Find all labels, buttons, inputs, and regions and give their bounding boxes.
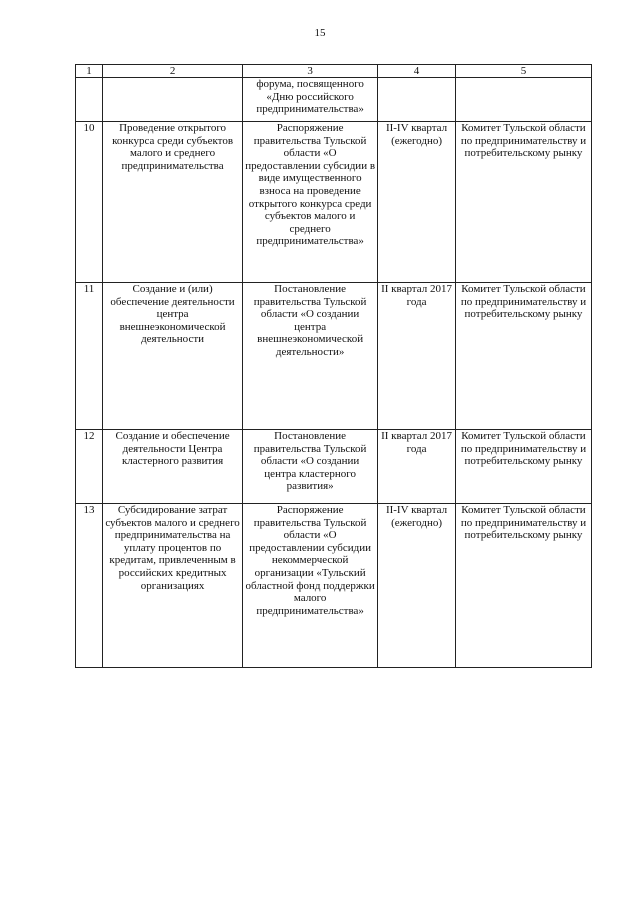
measure-cell: Создание и обеспечение деятельности Центра кластерного развития (102, 430, 242, 504)
executor-cell (455, 78, 591, 122)
measure-cell: Создание и (или) обеспечение деятельности центра внешнеэкономической деятельности (102, 283, 242, 430)
measure-cell: Проведение открытого конкурса среди субъектов малого и среднего предпринимательства (102, 122, 242, 283)
column-number-row (76, 65, 592, 78)
document-cell: Распоряжение правительства Тульской области «О предоставлении субсидии в виде имущественного взноса на проведение открытого конкурса среди субъектов малого и среднего предпринимательства» (243, 122, 378, 283)
document-cell: форума, посвященного «Дню российского предпринимательства» (243, 78, 378, 122)
term-cell (378, 78, 456, 122)
executor-cell: Комитет Тульской области по предпринимательству и потребительскому рынку (455, 504, 591, 668)
measure-cell (102, 78, 242, 122)
term-cell: II-IV квартал (ежегодно) (378, 504, 456, 668)
document-cell: Постановление правительства Тульской области «О создании центра кластерного развития» (243, 430, 378, 504)
table-row (76, 122, 592, 283)
executor-cell: Комитет Тульской области по предпринимательству и потребительскому рынку (455, 283, 591, 430)
table-row (76, 430, 592, 504)
plan-table (75, 64, 592, 668)
row-number: 10 (76, 122, 103, 283)
row-number (76, 78, 103, 122)
row-number: 12 (76, 430, 103, 504)
row-number: 13 (76, 504, 103, 668)
document-cell: Распоряжение правительства Тульской области «О предоставлении субсидии некоммерческой организации «Тульский областной фонд поддержки малого предпринимательства» (243, 504, 378, 668)
column-number-5: 5 (455, 65, 591, 78)
term-cell: II квартал 2017 года (378, 283, 456, 430)
row-number: 11 (76, 283, 103, 430)
term-cell: II квартал 2017 года (378, 430, 456, 504)
table-row (76, 504, 592, 668)
document-cell: Постановление правительства Тульской области «О создании центра внешнеэкономической деятельности» (243, 283, 378, 430)
column-number-2: 2 (102, 65, 242, 78)
column-number-3: 3 (243, 65, 378, 78)
table-row (76, 78, 592, 122)
term-cell: II-IV квартал (ежегодно) (378, 122, 456, 283)
table-row (76, 283, 592, 430)
executor-cell: Комитет Тульской области по предпринимательству и потребительскому рынку (455, 430, 591, 504)
executor-cell: Комитет Тульской области по предпринимательству и потребительскому рынку (455, 122, 591, 283)
page-number: 15 (314, 27, 326, 39)
measure-cell: Субсидирование затрат субъектов малого и среднего предпринимательства на уплату процентов по кредитам, привлеченным в российских кредитных организациях (102, 504, 242, 668)
column-number-1: 1 (76, 65, 103, 78)
column-number-4: 4 (378, 65, 456, 78)
